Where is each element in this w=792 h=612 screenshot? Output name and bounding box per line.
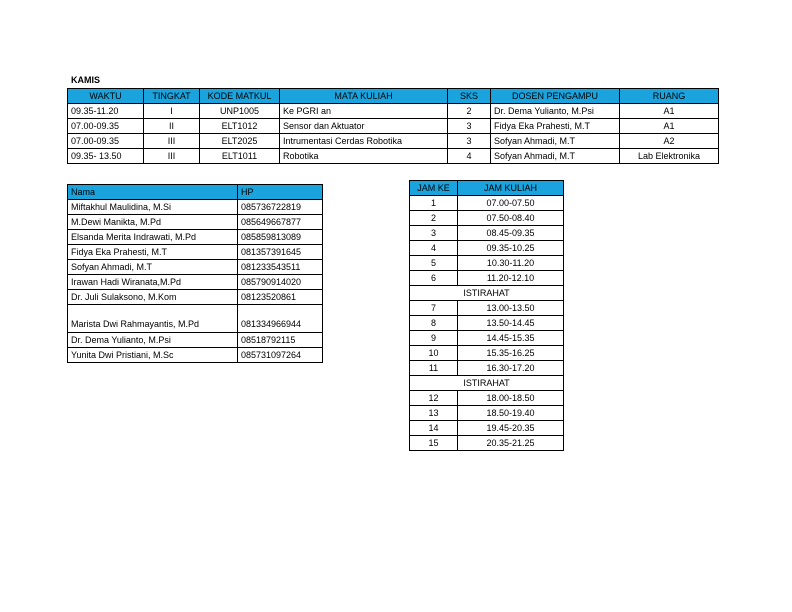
table-cell: 9 — [410, 331, 458, 346]
hours-row — [410, 376, 564, 391]
table-cell: III — [144, 134, 200, 149]
table-cell: Ke PGRI an — [280, 104, 448, 119]
hours-row — [410, 391, 564, 406]
col-header-sks: SKS — [448, 89, 491, 104]
table-cell: Dr. Dema Yulianto, M.Psi — [491, 104, 620, 119]
table-cell: I — [144, 104, 200, 119]
table-cell: 4 — [448, 149, 491, 164]
contacts-header-row — [68, 185, 323, 200]
contact-row — [68, 305, 323, 333]
contact-row — [68, 348, 323, 363]
table-cell: 15.35-16.25 — [458, 346, 564, 361]
table-cell: II — [144, 119, 200, 134]
table-cell: III — [144, 149, 200, 164]
table-cell: Intrumentasi Cerdas Robotika — [280, 134, 448, 149]
table-cell: 2 — [410, 211, 458, 226]
hours-row — [410, 316, 564, 331]
hours-table — [409, 180, 564, 451]
schedule-row — [68, 119, 719, 134]
table-cell: 16.30-17.20 — [458, 361, 564, 376]
table-cell: 08518792115 — [238, 333, 323, 348]
contact-row — [68, 260, 323, 275]
table-cell: 13.50-14.45 — [458, 316, 564, 331]
table-cell: 085736722819 — [238, 200, 323, 215]
hours-row — [410, 271, 564, 286]
table-cell: ELT2025 — [200, 134, 280, 149]
table-cell: 081233543511 — [238, 260, 323, 275]
table-cell: 6 — [410, 271, 458, 286]
col-header-jam-kuliah: JAM KULIAH — [458, 181, 564, 196]
schedule-table — [67, 88, 719, 164]
table-cell: 085731097264 — [238, 348, 323, 363]
table-cell: M.Dewi Manikta, M.Pd — [68, 215, 238, 230]
table-cell: ELT1012 — [200, 119, 280, 134]
hours-row — [410, 331, 564, 346]
table-cell: Robotika — [280, 149, 448, 164]
table-cell: 081357391645 — [238, 245, 323, 260]
table-cell: A1 — [620, 119, 719, 134]
table-cell: 085859813089 — [238, 230, 323, 245]
break-label: ISTIRAHAT — [410, 286, 564, 301]
table-cell: Sofyan Ahmadi, M.T — [491, 149, 620, 164]
hours-row — [410, 406, 564, 421]
table-cell: 13.00-13.50 — [458, 301, 564, 316]
table-cell: 08.45-09.35 — [458, 226, 564, 241]
table-cell: Lab Elektronika — [620, 149, 719, 164]
hours-row — [410, 286, 564, 301]
table-cell: Marista Dwi Rahmayantis, M.Pd — [68, 305, 238, 333]
table-cell: 15 — [410, 436, 458, 451]
table-cell: 7 — [410, 301, 458, 316]
col-header-kode-matkul: KODE MATKUL — [200, 89, 280, 104]
table-cell: UNP1005 — [200, 104, 280, 119]
table-cell: 07.00-09.35 — [68, 119, 144, 134]
table-cell: 3 — [448, 134, 491, 149]
hours-row — [410, 421, 564, 436]
table-cell: 2 — [448, 104, 491, 119]
table-cell: ELT1011 — [200, 149, 280, 164]
hours-row — [410, 241, 564, 256]
table-cell: Miftakhul Maulidina, M.Si — [68, 200, 238, 215]
col-header-waktu: WAKTU — [68, 89, 144, 104]
hours-row — [410, 196, 564, 211]
hours-row — [410, 436, 564, 451]
table-cell: 09.35-11.20 — [68, 104, 144, 119]
table-cell: 085649667877 — [238, 215, 323, 230]
table-cell: 08123520861 — [238, 290, 323, 305]
table-cell: 5 — [410, 256, 458, 271]
table-cell: 10.30-11.20 — [458, 256, 564, 271]
table-cell: 18.50-19.40 — [458, 406, 564, 421]
table-cell: 07.00-07.50 — [458, 196, 564, 211]
table-cell: Sofyan Ahmadi, M.T — [68, 260, 238, 275]
day-title: KAMIS — [71, 75, 100, 85]
table-cell: 19.45-20.35 — [458, 421, 564, 436]
table-cell: 081334966944 — [238, 305, 323, 333]
hours-row — [410, 346, 564, 361]
contact-row — [68, 215, 323, 230]
hours-header-row — [410, 181, 564, 196]
col-header-tingkat: TINGKAT — [144, 89, 200, 104]
table-cell: 07.00-09.35 — [68, 134, 144, 149]
table-cell: 11.20-12.10 — [458, 271, 564, 286]
contacts-table — [67, 184, 323, 363]
table-cell: 18.00-18.50 — [458, 391, 564, 406]
schedule-row — [68, 104, 719, 119]
hours-row — [410, 211, 564, 226]
table-cell: Sofyan Ahmadi, M.T — [491, 134, 620, 149]
contact-row — [68, 245, 323, 260]
hours-row — [410, 301, 564, 316]
contact-row — [68, 230, 323, 245]
col-header-mata-kuliah: MATA KULIAH — [280, 89, 448, 104]
table-cell: 10 — [410, 346, 458, 361]
table-cell: 09.35- 13.50 — [68, 149, 144, 164]
col-header-nama: Nama — [68, 185, 238, 200]
col-header-dosen: DOSEN PENGAMPU — [491, 89, 620, 104]
table-cell: 20.35-21.25 — [458, 436, 564, 451]
table-cell: Fidya Eka Prahesti, M.T — [68, 245, 238, 260]
break-label: ISTIRAHAT — [410, 376, 564, 391]
contact-row — [68, 275, 323, 290]
hours-row — [410, 256, 564, 271]
col-header-hp: HP — [238, 185, 323, 200]
table-cell: Fidya Eka Prahesti, M.T — [491, 119, 620, 134]
table-cell: 14 — [410, 421, 458, 436]
table-cell: 085790914020 — [238, 275, 323, 290]
table-cell: A1 — [620, 104, 719, 119]
table-cell: Dr. Dema Yulianto, M.Psi — [68, 333, 238, 348]
col-header-ruang: RUANG — [620, 89, 719, 104]
col-header-jam-ke: JAM KE — [410, 181, 458, 196]
table-cell: Elsanda Merita Indrawati, M.Pd — [68, 230, 238, 245]
table-cell: 11 — [410, 361, 458, 376]
table-cell: 09.35-10.25 — [458, 241, 564, 256]
table-cell: 14.45-15.35 — [458, 331, 564, 346]
hours-row — [410, 361, 564, 376]
table-cell: Irawan Hadi Wiranata,M.Pd — [68, 275, 238, 290]
table-cell: Yunita Dwi Pristiani, M.Sc — [68, 348, 238, 363]
contact-row — [68, 290, 323, 305]
table-cell: 8 — [410, 316, 458, 331]
contact-row — [68, 200, 323, 215]
table-cell: 4 — [410, 241, 458, 256]
table-cell: Sensor dan Aktuator — [280, 119, 448, 134]
schedule-row — [68, 134, 719, 149]
table-cell: 07.50-08.40 — [458, 211, 564, 226]
schedule-header-row — [68, 89, 719, 104]
table-cell: A2 — [620, 134, 719, 149]
table-cell: 1 — [410, 196, 458, 211]
table-cell: Dr. Juli Sulaksono, M.Kom — [68, 290, 238, 305]
table-cell: 3 — [448, 119, 491, 134]
schedule-row — [68, 149, 719, 164]
contact-row — [68, 333, 323, 348]
hours-row — [410, 226, 564, 241]
table-cell: 13 — [410, 406, 458, 421]
table-cell: 12 — [410, 391, 458, 406]
table-cell: 3 — [410, 226, 458, 241]
